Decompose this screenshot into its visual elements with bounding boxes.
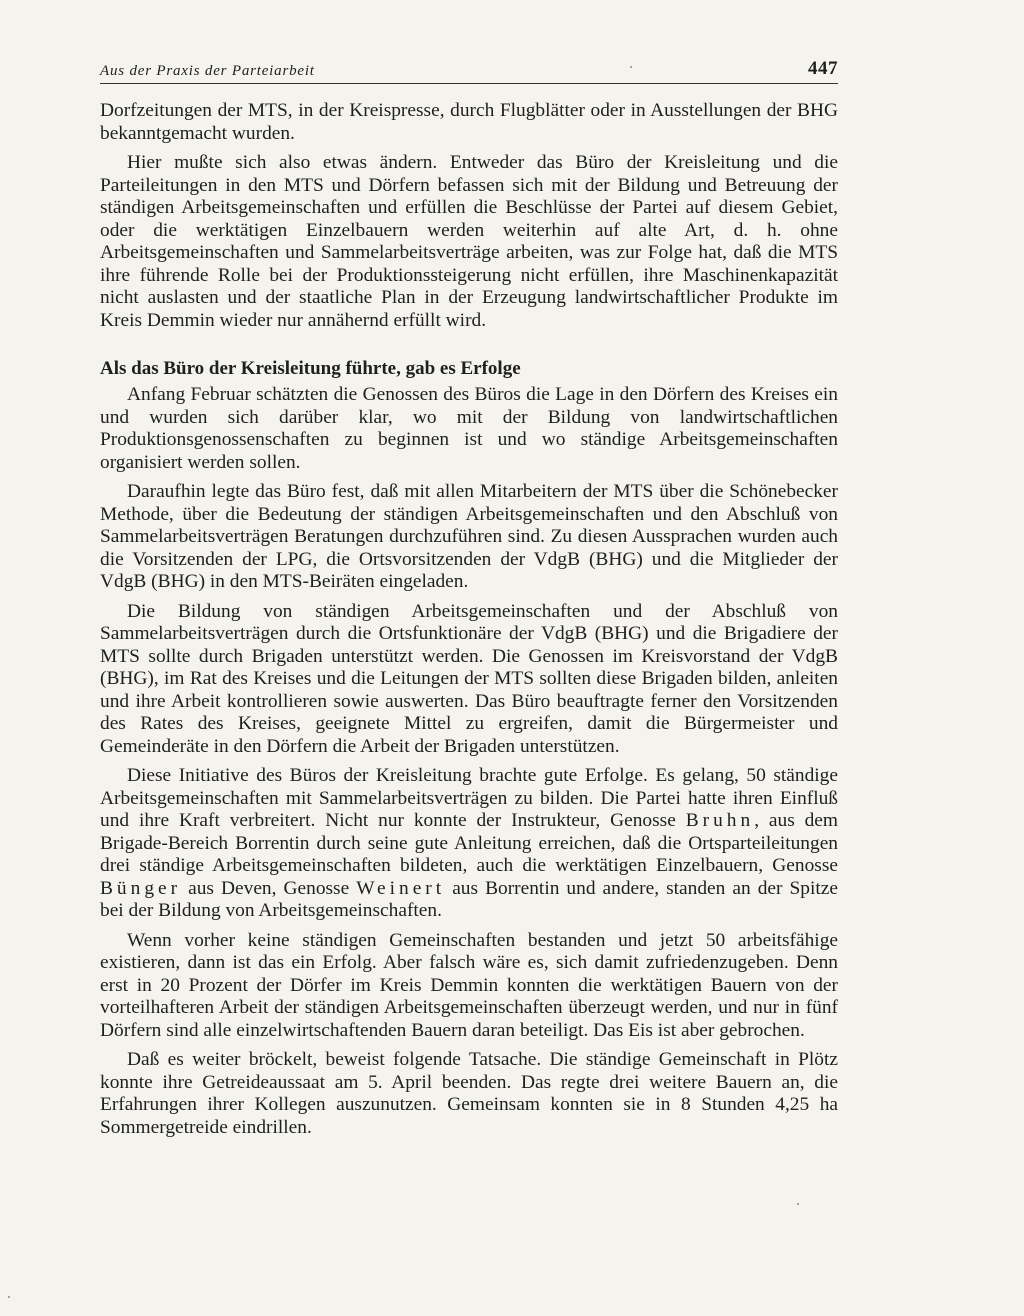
paragraph: Wenn vorher keine ständigen Gemeinschaften bestanden und jetzt 50 arbeitsfähige existieren, dann ist das ein Erfolg. Aber falsch wäre es, sich damit zufriedenzugeben. Denn erst in 20 Prozent der Dörfer im Kreis Demmin konnten die werktätigen Bauern von der vorteilhafteren Arbeit der ständigen Arbeitsgemeinschaften überzeugt werden, und nur in fünf Dörfern sind alle einzelwirtschaftenden Bauern daran beteiligt. Das Eis ist aber gebrochen. bbox=[100, 929, 838, 1041]
paragraph: Hier mußte sich also etwas ändern. Entweder das Büro der Kreisleitung und die Parteileitungen in den MTS und Dörfern befassen sich mit der Bildung und Betreuung der ständigen Arbeitsgemeinschaften und erfüllen die Beschlüsse der Partei auf diesem Gebiet, oder die werktätigen Einzelbauern werden weiterhin auf alte Art, d. h. ohne Arbeitsgemeinschaften und Sammelarbeitsverträge arbeiten, was zur Folge hat, daß die MTS ihre führende Rolle bei der Produktionssteigerung nicht erfüllen, ihre Maschinenkapazität nicht auslasten und der staatliche Plan in der Erzeugung landwirtschaftlicher Produkte im Kreis Demmin wieder nur annähernd erfüllt wird. bbox=[100, 152, 838, 331]
paragraph: Daraufhin legte das Büro fest, daß mit allen Mitarbeitern der MTS über die Schönebecker Methode, über die Bedeutung der ständigen Arbeitsgemeinschaften und den Abschluß von Sammelarbeitsverträgen Beratungen durchzuführen sind. Zu diesen Aussprachen wurden auch die Vorsitzenden der LPG, die Ortsvorsitzenden der VdgB (BHG) und die Mitglieder der VdgB (BHG) in den MTS-Beiräten eingeladen. bbox=[100, 481, 838, 592]
paragraph: Dorfzeitungen der MTS, in der Kreispresse, durch Flugblätter oder in Ausstellungen der BHG bekanntgemacht wurden. bbox=[100, 100, 838, 144]
person-name: Bünger bbox=[100, 877, 182, 899]
paper-speck bbox=[630, 66, 632, 68]
paper-speck bbox=[797, 1203, 799, 1205]
paragraph-text: Diese Initiative des Büros der Kreisleitung brachte gute Erfolge. Es gelang, 50 ständige Arbeitsgemeinschaften mit Sammelarbeitsverträgen zu bilden. Die Partei hatte ihren Einfluß und ihre Kraft verbreitert. Nicht nur konnte der Instrukteur, Genosse bbox=[100, 765, 838, 831]
page-number: 447 bbox=[808, 58, 838, 79]
page-header bbox=[100, 58, 838, 84]
paragraph: Die Bildung von ständigen Arbeitsgemeinschaften und der Abschluß von Sammelarbeitsverträgen durch die Ortsfunktionäre der VdgB (BHG) und die Brigadiere der MTS sollte durch Brigaden unterstützt werden. Die Genossen im Kreisvorstand der VdgB (BHG), im Rat des Kreises und die Leitungen der MTS sollten diese Brigaden bilden, anleiten und ihre Arbeit kontrollieren sowie auswerten. Das Büro beauftragte ferner den Vorsitzenden des Rates des Kreises, geeignete Mittel zu ergreifen, damit die Bürgermeister und Gemeinderäte in den Dörfern die Arbeit der Brigaden unterstützen. bbox=[100, 600, 838, 757]
paragraph: Anfang Februar schätzten die Genossen des Büros die Lage in den Dörfern des Kreises ein und wurden sich darüber klar, wo mit der Bildung von landwirtschaftlichen Produktionsgenossenschaften zu beginnen ist und wo ständige Arbeitsgemeinschaften organisiert werden sollen. bbox=[100, 384, 838, 473]
person-name: Bruhn bbox=[685, 810, 755, 831]
paragraph-text: aus Borrentin und andere, standen an der Spitze bei der Bildung von Arbeitsgemeinschaften. bbox=[100, 877, 838, 921]
person-name: Weinert bbox=[356, 877, 446, 899]
page bbox=[100, 58, 838, 1146]
paragraph-text: aus Deven, Genosse bbox=[181, 877, 357, 899]
paper-speck bbox=[8, 1296, 10, 1298]
section-heading: Als das Büro der Kreisleitung führte, gab es Erfolge bbox=[100, 358, 521, 379]
running-head: Aus der Praxis der Parteiarbeit bbox=[100, 63, 315, 79]
body-text bbox=[100, 100, 838, 1139]
paragraph bbox=[100, 765, 838, 923]
paragraph: Daß es weiter bröckelt, beweist folgende Tatsache. Die ständige Gemeinschaft in Plötz konnte ihre Getreideaussaat am 5. April beenden. Das regte drei weitere Bauern an, die Erfahrungen ihrer Kollegen auszunutzen. Gemeinsam konnten sie in 8 Stunden 4,25 ha Sommergetreide eindrillen. bbox=[100, 1049, 838, 1138]
paragraph-text: , aus dem Brigade-Bereich Borrentin durch seine gute Anleitung erreichen, daß die Ortsparteileitungen drei ständige Arbeitsgemeinschaften bildeten, auch die werktätigen Einzelbauern, Genosse bbox=[100, 810, 838, 876]
